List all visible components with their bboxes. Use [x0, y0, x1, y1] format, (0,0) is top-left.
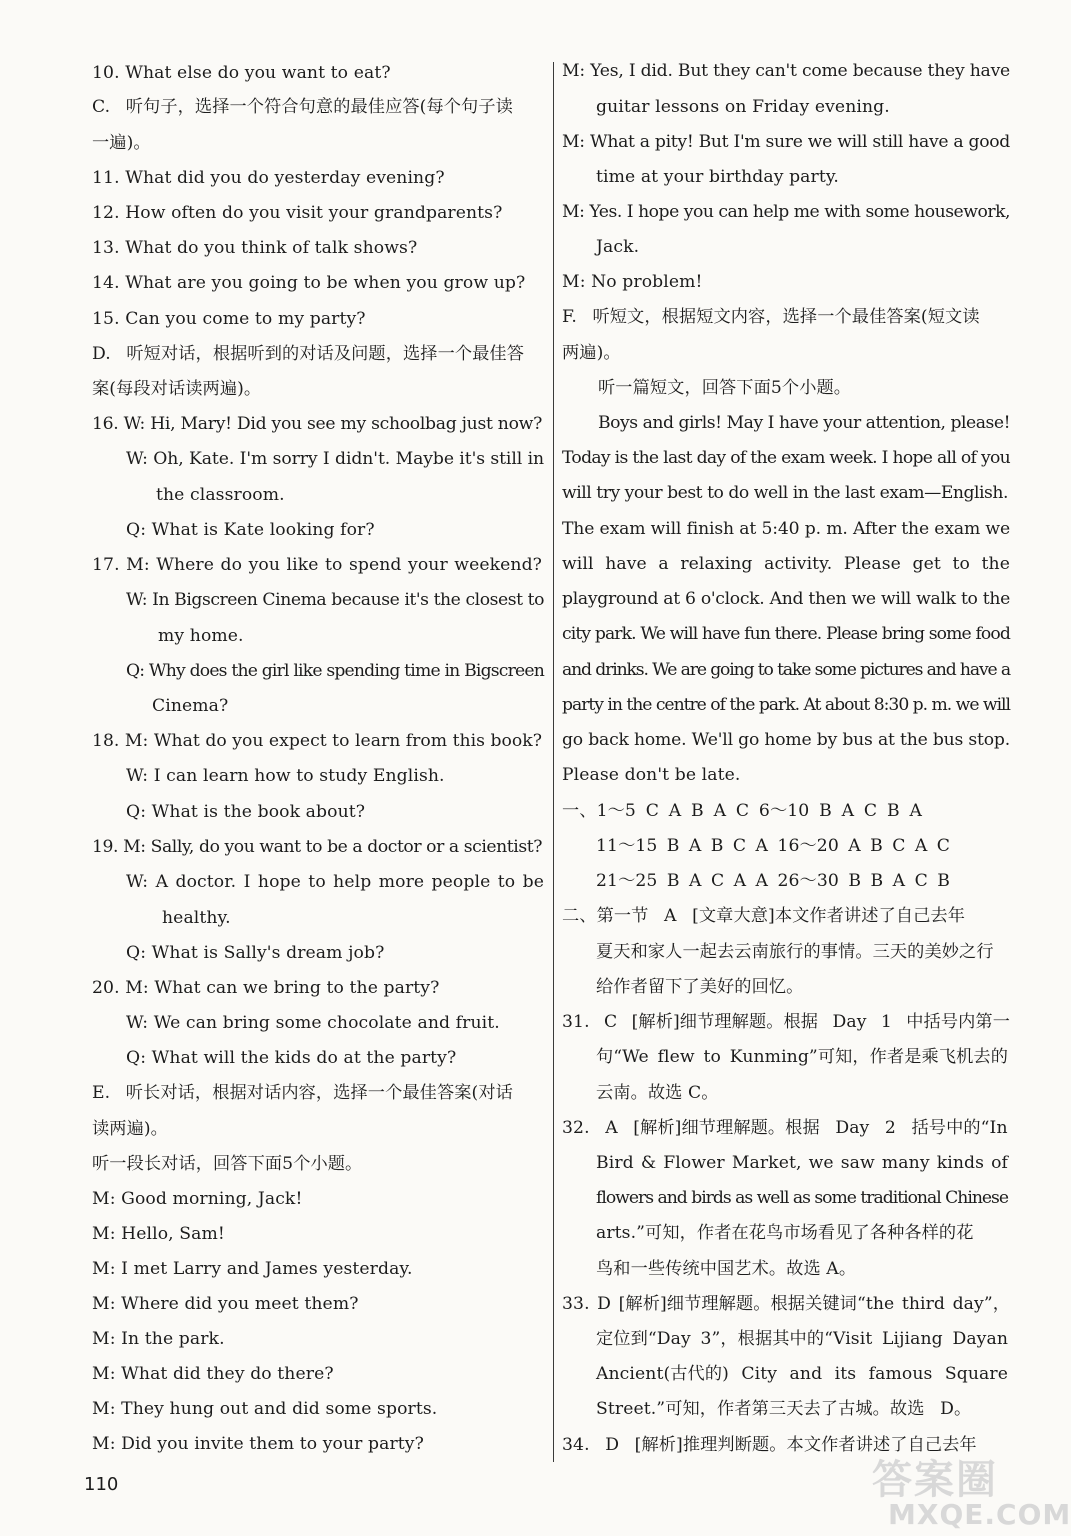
right-column-line: time at your birthday party.	[596, 167, 839, 187]
left-column-line: 16. W: Hi, Mary! Did you see my schoolbag just now?	[92, 414, 542, 434]
left-column-line: Cinema?	[152, 696, 229, 716]
right-column-line: playground at 6 o'clock. And then we will walk to the	[562, 589, 1010, 609]
right-column-line: city park. We will have fun there. Please bring some food	[562, 624, 1010, 644]
right-column-line: Boys and girls! May I have your attention, please!	[598, 413, 1010, 433]
right-column-line: arts.”可知，作者在花鸟市场看见了各种各样的花	[596, 1223, 974, 1243]
left-column-line: Q: What is the book about?	[126, 802, 366, 822]
page-number: 110	[84, 1474, 119, 1495]
left-column-line: M: I met Larry and James yesterday.	[92, 1259, 413, 1279]
left-column-line: 13. What do you think of talk shows?	[92, 238, 418, 258]
right-column-line: party in the centre of the park. At about 8:30 p. m. we will	[562, 695, 1010, 715]
right-column-line: 定位到“Day 3”，根据其中的“Visit Lijiang Dayan	[596, 1329, 1008, 1349]
left-column-line: W: A doctor. I hope to help more people to be	[126, 872, 544, 892]
right-column-line: F. 听短文，根据短文内容，选择一个最佳答案(短文读	[562, 307, 980, 327]
watermark-logo	[868, 1448, 1071, 1534]
left-column-line: Q: What will the kids do at the party?	[126, 1048, 457, 1068]
right-column-line: Today is the last day of the exam week. I hope all of you	[562, 448, 1010, 468]
column-divider	[553, 62, 554, 1462]
left-column-line: 15. Can you come to my party?	[92, 309, 366, 329]
left-column-line: Q: Why does the girl like spending time in Bigscreen	[126, 661, 544, 681]
right-column-line: 鸟和一些传统中国艺术。故选 A。	[596, 1259, 857, 1279]
left-column-line: 11. What did you do yesterday evening?	[92, 168, 445, 188]
left-column-line: M: Did you invite them to your party?	[92, 1434, 424, 1454]
left-column-line: healthy.	[162, 908, 231, 928]
left-column-line: E. 听长对话，根据对话内容，选择一个最佳答案(对话	[92, 1083, 513, 1103]
left-column-line: 一遍)。	[92, 133, 151, 153]
left-column-line: D. 听短对话，根据听到的对话及问题，选择一个最佳答	[92, 344, 525, 364]
left-column-line: M: What did they do there?	[92, 1364, 334, 1384]
right-column-line: Please don't be late.	[562, 765, 741, 785]
right-column-line: 33. D [解析]细节理解题。根据关键词“the third day”，	[562, 1294, 1010, 1314]
right-column-line: M: Yes, I did. But they can't come because they have	[562, 61, 1010, 81]
left-column-line: 案(每段对话读两遍)。	[92, 379, 262, 399]
right-column-line: M: Yes. I hope you can help me with some housework,	[562, 202, 1010, 222]
left-column-line: W: We can bring some chocolate and fruit.	[126, 1013, 500, 1033]
left-column-line: M: In the park.	[92, 1329, 225, 1349]
watermark-site: MXQE.COM	[888, 1498, 1071, 1531]
right-column-line: Street.”可知，作者第三天去了古城。故选 D。	[596, 1399, 972, 1419]
right-column-line: M: No problem!	[562, 272, 703, 292]
right-column-line: and drinks. We are going to take some pictures and have a	[562, 660, 1010, 680]
right-column-line: 两遍)。	[562, 343, 621, 363]
right-column-line: 给作者留下了美好的回忆。	[596, 977, 804, 997]
left-column-line: 19. M: Sally, do you want to be a doctor or a scientist?	[92, 837, 542, 857]
left-column-line: the classroom.	[156, 485, 285, 505]
right-column-line: 21～25 B A C A A 26～30 B B A C B	[596, 871, 950, 891]
left-column-line: M: They hung out and did some sports.	[92, 1399, 438, 1419]
right-column-line: Bird & Flower Market, we saw many kinds of	[596, 1153, 1008, 1173]
left-column-line: my home.	[158, 626, 244, 646]
left-column-line: W: I can learn how to study English.	[126, 766, 445, 786]
right-column-line: Ancient(古代的) City and its famous Square	[596, 1364, 1008, 1384]
left-column-line: 20. M: What can we bring to the party?	[92, 978, 440, 998]
right-column-line: 句“We flew to Kunming”可知，作者是乘飞机去的	[596, 1047, 1008, 1067]
right-column-line: will have a relaxing activity. Please get to the	[562, 554, 1010, 574]
right-column-line: Jack.	[596, 237, 640, 257]
left-column-line: W: Oh, Kate. I'm sorry I didn't. Maybe it's still in	[126, 449, 544, 469]
right-column-line: 32. A [解析]细节理解题。根据 Day 2 括号中的“In	[562, 1118, 1008, 1138]
left-column-line: C. 听句子，选择一个符合句意的最佳应答(每个句子读	[92, 97, 513, 117]
right-column-line: 云南。故选 C。	[596, 1083, 719, 1103]
left-column-line: M: Hello, Sam!	[92, 1224, 225, 1244]
left-column-line: 18. M: What do you expect to learn from this book?	[92, 731, 542, 751]
left-column-line: Q: What is Kate looking for?	[126, 520, 375, 540]
right-column-line: flowers and birds as well as some traditional Chinese	[596, 1188, 1008, 1208]
right-column-line: 一、1～5 C A B A C 6～10 B A C B A	[562, 801, 922, 821]
right-column-line: 听一篇短文，回答下面5个小题。	[598, 378, 852, 398]
left-column-line: M: Good morning, Jack!	[92, 1189, 303, 1209]
right-column-line: go back home. We'll go home by bus at the bus stop.	[562, 730, 1010, 750]
left-column-line: 14. What are you going to be when you grow up?	[92, 273, 526, 293]
right-column-line: 34. D [解析]推理判断题。本文作者讲述了自己去年	[562, 1435, 977, 1455]
left-column-line: M: Where did you meet them?	[92, 1294, 359, 1314]
right-column-line: will try your best to do well in the last exam—English.	[562, 483, 1008, 503]
right-column-line: 夏天和家人一起去云南旅行的事情。三天的美妙之行	[596, 942, 994, 962]
right-column-line: guitar lessons on Friday evening.	[596, 97, 890, 117]
left-column-line: 17. M: Where do you like to spend your weekend?	[92, 555, 542, 575]
right-column-line: The exam will finish at 5:40 p. m. After the exam we	[562, 519, 1010, 539]
left-column-line: Q: What is Sally's dream job?	[126, 943, 385, 963]
right-column-line: 31. C [解析]细节理解题。根据 Day 1 中括号内第一	[562, 1012, 1010, 1032]
left-column-line: 10. What else do you want to eat?	[92, 63, 391, 83]
left-column-line: 听一段长对话，回答下面5个小题。	[92, 1154, 363, 1174]
left-column-line: W: In Bigscreen Cinema because it's the closest to	[126, 590, 544, 610]
watermark-logo-text: 答案圈	[872, 1457, 998, 1503]
right-column-line: M: What a pity! But I'm sure we will still have a good	[562, 132, 1010, 152]
right-column-line: 二、第一节 A [文章大意]本文作者讲述了自己去年	[562, 906, 966, 926]
right-column-line: 11～15 B A B C A 16～20 A B C A C	[596, 836, 950, 856]
left-column-line: 读两遍)。	[92, 1119, 168, 1139]
left-column-line: 12. How often do you visit your grandparents?	[92, 203, 503, 223]
